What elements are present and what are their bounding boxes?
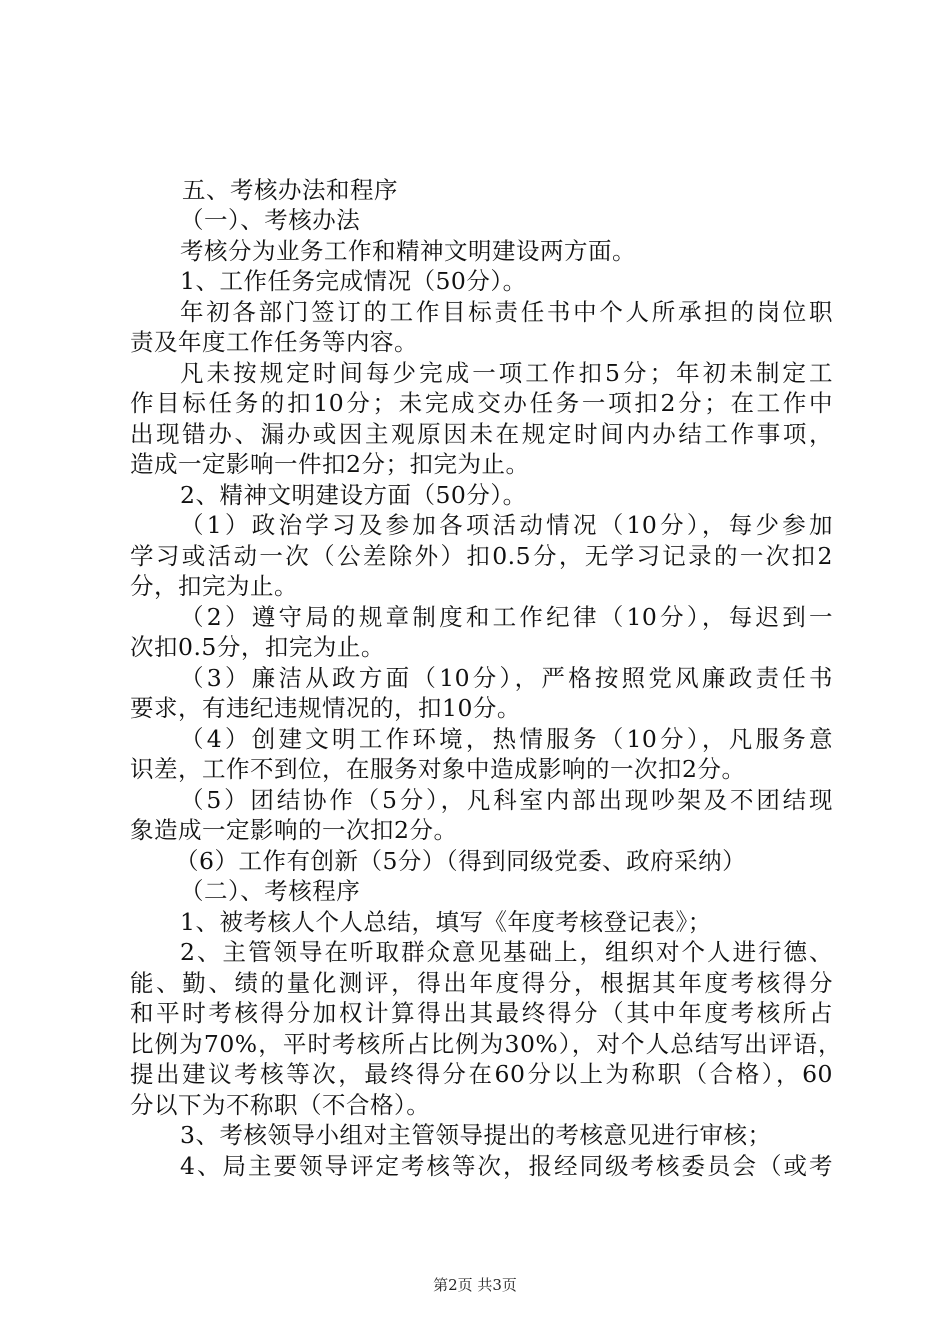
paragraph-line: 要求，有违纪违规情况的，扣10分。 <box>130 694 521 722</box>
paragraph-line: 和平时考核得分加权计算得出其最终得分（其中年度考核所占 <box>130 999 833 1027</box>
paragraph-line: 提出建议考核等次，最终得分在60分以上为称职（合格），60 <box>130 1060 833 1088</box>
paragraph-line: 出现错办、漏办或因主观原因未在规定时间内办结工作事项， <box>130 420 833 448</box>
paragraph-line: 凡未按规定时间每少完成一项工作扣5分；年初未制定工 <box>180 359 833 387</box>
paragraph-line: 识差，工作不到位，在服务对象中造成影响的一次扣2分。 <box>130 755 746 783</box>
paragraph-line: 年初各部门签订的工作目标责任书中个人所承担的岗位职 <box>180 298 833 326</box>
section-heading: 五、考核办法和程序 <box>182 176 398 204</box>
paragraph-line: 1、被考核人个人总结，填写《年度考核登记表》； <box>180 908 712 936</box>
paragraph-line: （2）遵守局的规章制度和工作纪律（10分），每迟到一 <box>180 603 833 631</box>
paragraph-line: （6）工作有创新（5分）（得到同级党委、政府采纳） <box>175 847 747 875</box>
paragraph-line: 分，扣完为止。 <box>130 572 298 600</box>
paragraph-line: 学习或活动一次（公差除外）扣0.5分，无学习记录的一次扣2 <box>130 542 833 570</box>
paragraph-line: 4、局主要领导评定考核等次，报经同级考核委员会（或考 <box>180 1152 833 1180</box>
paragraph-line: （3）廉洁从政方面（10分），严格按照党风廉政责任书 <box>180 664 833 692</box>
paragraph-line: 2、主管领导在听取群众意见基础上，组织对个人进行德、 <box>180 938 833 966</box>
page-footer: 第2页 共3页 <box>433 1276 517 1294</box>
paragraph-line: （4）创建文明工作环境，热情服务（10分），凡服务意 <box>180 725 833 753</box>
paragraph-line: 分以下为不称职（不合格）。 <box>130 1091 431 1119</box>
paragraph-line: 次扣0.5分，扣完为止。 <box>130 633 385 661</box>
paragraph-line: 作目标任务的扣10分；未完成交办任务一项扣2分；在工作中 <box>130 389 833 417</box>
paragraph-line: 2、精神文明建设方面（50分）。 <box>180 481 527 509</box>
paragraph-line: 1、工作任务完成情况（50分）。 <box>180 267 527 295</box>
paragraph-line: （5）团结协作（5分），凡科室内部出现吵架及不团结现 <box>180 786 833 814</box>
paragraph-line: 能、勤、绩的量化测评，得出年度得分，根据其年度考核得分 <box>130 969 833 997</box>
paragraph-line: （1）政治学习及参加各项活动情况（10分），每少参加 <box>180 511 833 539</box>
paragraph-line: 象造成一定影响的一次扣2分。 <box>130 816 458 844</box>
subsection-heading: （二）、考核程序 <box>180 877 361 905</box>
paragraph-line: 考核分为业务工作和精神文明建设两方面。 <box>180 237 636 265</box>
paragraph-line: 3、考核领导小组对主管领导提出的考核意见进行审核； <box>180 1121 772 1149</box>
paragraph-line: 比例为70%，平时考核所占比例为30%），对个人总结写出评语， <box>130 1030 842 1058</box>
subsection-heading: （一）、考核办法 <box>180 206 361 234</box>
paragraph-line: 造成一定影响一件扣2分；扣完为止。 <box>130 450 530 478</box>
paragraph-line: 责及年度工作任务等内容。 <box>130 328 418 356</box>
